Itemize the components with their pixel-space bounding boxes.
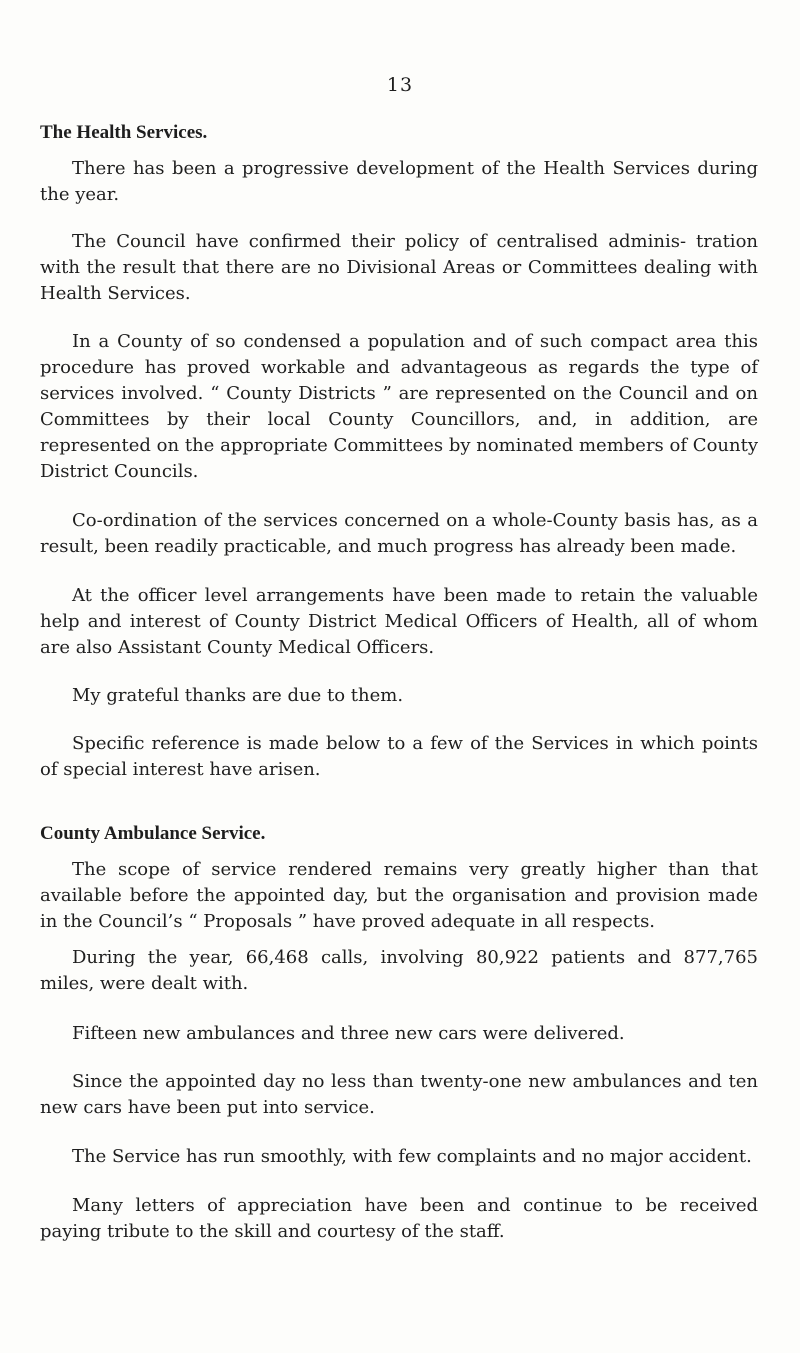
section-heading: County Ambulance Service.: [40, 823, 266, 844]
paragraph: The scope of service rendered remains very greatly higher than that available before the appointed day, but the organisation and provision made in the Council’s “ Proposals ” have proved adequate in all respects.: [40, 859, 758, 932]
page-number: 13: [386, 74, 414, 96]
paragraph: Fifteen new ambulances and three new cars were delivered.: [72, 1023, 625, 1044]
paragraph: Co-ordination of the services concerned on a whole-County basis has, as a result, been readily practicable, and much progress has already been made.: [40, 510, 758, 557]
document-body: [40, 120, 758, 1245]
paragraph: In a County of so condensed a population and of such compact area this procedure has proved workable and advantageous as regards the type of services involved. “ County Districts ” are represented on the Council and on Committees by their local County Councillors, and, in addition, are represented on the appropriate Committees by nominated members of County District Councils.: [40, 331, 758, 482]
paragraph: Specific reference is made below to a few of the Services in which points of special interest have arisen.: [40, 733, 758, 780]
paragraph: Many letters of appreciation have been and continue to be received paying tribute to the skill and courtesy of the staff.: [40, 1195, 758, 1242]
paragraph: Since the appointed day no less than twenty-one new ambulances and ten new cars have been put into service.: [40, 1071, 758, 1118]
paragraph: The Service has run smoothly, with few complaints and no major accident.: [72, 1146, 752, 1167]
section-heading: The Health Services.: [40, 122, 208, 143]
section-health-services: [40, 120, 758, 783]
section-county-ambulance-service: [40, 821, 758, 1245]
paragraph: The Council have confirmed their policy of centralised adminis- tration with the result that there are no Divisional Areas or Committees dealing with Health Services.: [40, 231, 758, 304]
paragraph: There has been a progressive development of the Health Services during the year.: [40, 158, 758, 205]
paragraph: At the officer level arrangements have been made to retain the valuable help and interest of County District Medical Officers of Health, all of whom are also Assistant County Medical Officers.: [40, 585, 758, 658]
paragraph: My grateful thanks are due to them.: [72, 685, 404, 706]
paragraph: During the year, 66,468 calls, involving 80,922 patients and 877,765 miles, were dealt with.: [40, 947, 758, 994]
